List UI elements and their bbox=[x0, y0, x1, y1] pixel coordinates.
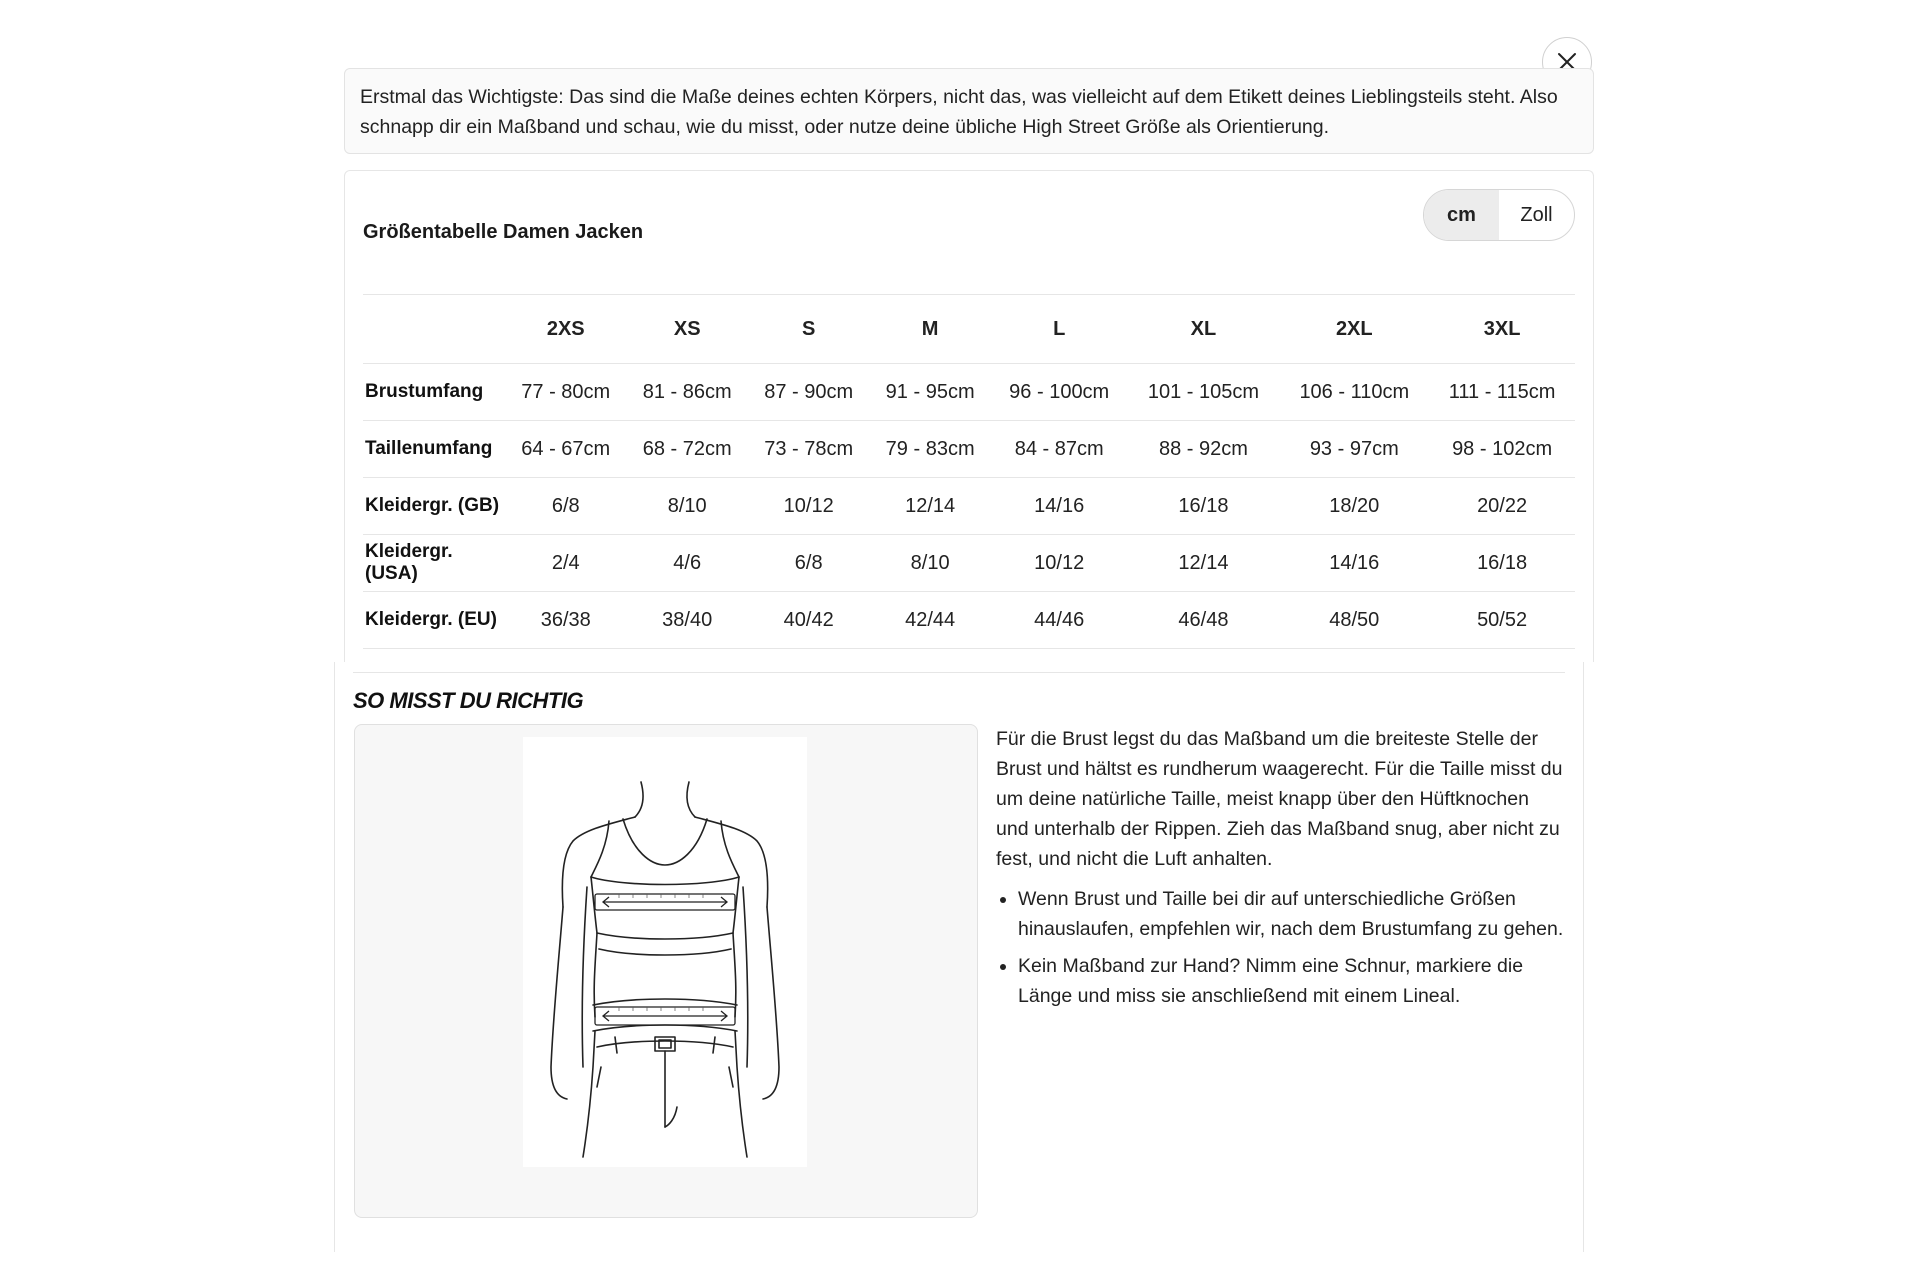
size-header: M bbox=[869, 295, 990, 364]
unit-option-inch[interactable]: Zoll bbox=[1520, 203, 1553, 226]
table-cell: 6/8 bbox=[748, 535, 869, 592]
list-item: • Wenn Brust und Taille bei dir auf unterschiedliche Größen hinauslaufen, empfehlen wir, nach dem Brustumfang zu gehen. bbox=[1018, 884, 1566, 944]
table-cell: 10/12 bbox=[991, 535, 1128, 592]
table-cell: 4/6 bbox=[626, 535, 747, 592]
size-header: L bbox=[991, 295, 1128, 364]
table-cell: 6/8 bbox=[505, 478, 626, 535]
table-cell: 91 - 95cm bbox=[869, 364, 990, 421]
table-cell: 46/48 bbox=[1128, 592, 1280, 649]
size-header: S bbox=[748, 295, 869, 364]
table-cell: 8/10 bbox=[869, 535, 990, 592]
size-table-panel bbox=[344, 170, 1594, 662]
table-cell: 10/12 bbox=[748, 478, 869, 535]
table-row bbox=[363, 478, 1575, 535]
corner-cell bbox=[363, 295, 505, 364]
table-cell: 42/44 bbox=[869, 592, 990, 649]
illustration-frame bbox=[354, 724, 978, 1218]
table-cell: 87 - 90cm bbox=[748, 364, 869, 421]
table-row bbox=[363, 421, 1575, 478]
illustration-canvas bbox=[523, 737, 807, 1167]
table-cell: 38/40 bbox=[626, 592, 747, 649]
table-cell: 44/46 bbox=[991, 592, 1128, 649]
table-cell: 101 - 105cm bbox=[1128, 364, 1280, 421]
table-cell: 50/52 bbox=[1429, 592, 1575, 649]
measure-title: SO MISST DU RICHTIG bbox=[353, 688, 584, 713]
table-cell: 18/20 bbox=[1279, 478, 1429, 535]
measurement-illustration bbox=[523, 737, 807, 1167]
section-divider bbox=[353, 672, 1565, 673]
table-cell: 93 - 97cm bbox=[1279, 421, 1429, 478]
table-cell: 98 - 102cm bbox=[1429, 421, 1575, 478]
table-cell: 40/42 bbox=[748, 592, 869, 649]
tips-list bbox=[996, 884, 1566, 1011]
table-cell: 20/22 bbox=[1429, 478, 1575, 535]
row-label: Kleidergr. (GB) bbox=[363, 478, 505, 535]
table-cell: 77 - 80cm bbox=[505, 364, 626, 421]
intro-text: Erstmal das Wichtigste: Das sind die Maße deines echten Körpers, nicht das, was vielleicht auf dem Etikett deines Lieblingsteils steht. Also schnapp dir ein Maßband und schau, wie du misst, oder nutze deine übliche High Street Größe als Orientierung. bbox=[360, 86, 1558, 138]
row-label: Kleidergr. (USA) bbox=[363, 535, 505, 592]
size-header: 2XL bbox=[1279, 295, 1429, 364]
row-label: Taillenumfang bbox=[363, 421, 505, 478]
size-header: XS bbox=[626, 295, 747, 364]
table-cell: 73 - 78cm bbox=[748, 421, 869, 478]
table-row bbox=[363, 364, 1575, 421]
measure-instructions bbox=[996, 724, 1566, 1018]
table-cell: 14/16 bbox=[1279, 535, 1429, 592]
measure-section bbox=[334, 662, 1584, 1252]
table-cell: 111 - 115cm bbox=[1429, 364, 1575, 421]
table-cell: 16/18 bbox=[1128, 478, 1280, 535]
intro-notice bbox=[344, 68, 1594, 154]
table-cell: 88 - 92cm bbox=[1128, 421, 1280, 478]
table-cell: 36/38 bbox=[505, 592, 626, 649]
size-table bbox=[363, 294, 1575, 649]
measure-paragraph: Für die Brust legst du das Maßband um die breiteste Stelle der Brust und hältst es rundherum waagerecht. Für die Taille misst du um deine natürliche Taille, meist knapp über den Hüftknochen und unterhalb der Rippen. Zieh das Maßband snug, aber nicht zu fest, und nicht die Luft anhalten. bbox=[996, 728, 1563, 870]
table-cell: 79 - 83cm bbox=[869, 421, 990, 478]
size-header: 2XS bbox=[505, 295, 626, 364]
table-row bbox=[363, 535, 1575, 592]
table-cell: 2/4 bbox=[505, 535, 626, 592]
size-header-row bbox=[363, 295, 1575, 364]
table-cell: 106 - 110cm bbox=[1279, 364, 1429, 421]
table-cell: 12/14 bbox=[869, 478, 990, 535]
table-cell: 16/18 bbox=[1429, 535, 1575, 592]
size-header: XL bbox=[1128, 295, 1280, 364]
size-header: 3XL bbox=[1429, 295, 1575, 364]
row-label: Brustumfang bbox=[363, 364, 505, 421]
table-cell: 68 - 72cm bbox=[626, 421, 747, 478]
unit-option-cm[interactable]: cm bbox=[1424, 190, 1499, 240]
table-cell: 64 - 67cm bbox=[505, 421, 626, 478]
table-cell: 48/50 bbox=[1279, 592, 1429, 649]
unit-toggle bbox=[1423, 189, 1575, 241]
table-cell: 8/10 bbox=[626, 478, 747, 535]
size-table-title: Größentabelle Damen Jacken bbox=[363, 221, 644, 243]
table-cell: 14/16 bbox=[991, 478, 1128, 535]
table-row bbox=[363, 592, 1575, 649]
table-cell: 12/14 bbox=[1128, 535, 1280, 592]
table-cell: 96 - 100cm bbox=[991, 364, 1128, 421]
row-label: Kleidergr. (EU) bbox=[363, 592, 505, 649]
list-item: • Kein Maßband zur Hand? Nimm eine Schnur, markiere die Länge und miss sie anschließend mit einem Lineal. bbox=[1018, 951, 1566, 1011]
table-cell: 81 - 86cm bbox=[626, 364, 747, 421]
table-cell: 84 - 87cm bbox=[991, 421, 1128, 478]
